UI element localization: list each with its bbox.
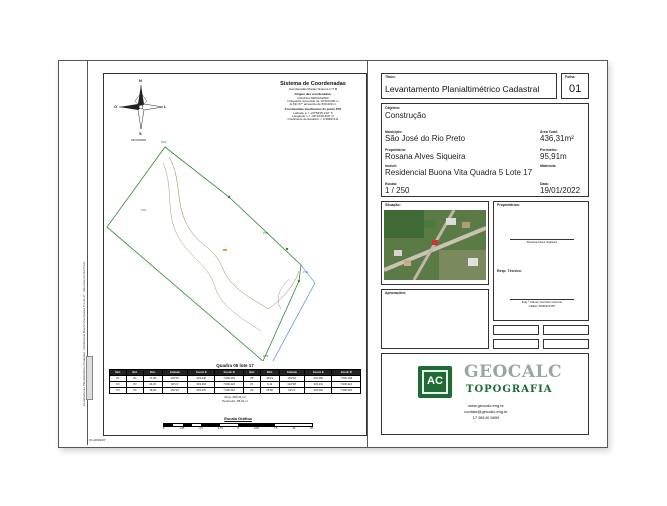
table-cell: 7.690.226	[332, 388, 361, 394]
crea-number: CREA: 5060327287	[528, 304, 556, 308]
objective-value: Construção	[385, 111, 426, 120]
stamp-box	[493, 339, 539, 349]
table-cell: 633.256	[305, 376, 332, 382]
compass-note: 01/10/2006	[131, 138, 147, 142]
scale-bar-block	[163, 416, 313, 430]
boundary-label: P05	[263, 354, 269, 358]
municipality-value: São José do Rio Preto	[385, 134, 466, 143]
area-label: Área Total:	[540, 130, 559, 134]
table-cell: P2	[126, 376, 143, 382]
stamp-box	[493, 325, 539, 335]
logo-mark: AC	[427, 375, 443, 387]
lot-boundary	[107, 147, 301, 361]
table-header: Coord. E	[305, 370, 332, 376]
coord-line: Cilindrica SIRGAS2000	[297, 95, 329, 100]
table-cell: 25,80	[260, 388, 279, 394]
date-label: Data:	[540, 182, 549, 186]
owner-label: Proprietário:	[385, 148, 407, 152]
table-cell: 633.262	[188, 382, 215, 388]
objective-label: Objetivo:	[385, 106, 401, 110]
coord-system-block	[265, 81, 361, 122]
scale-tick-label: 5	[237, 427, 240, 430]
coord-line: Coordenadas Planas Sistema U T M	[288, 87, 338, 91]
approvals-label: Aprovações:	[385, 291, 407, 295]
scale-label: Escala:	[385, 182, 398, 186]
scale-tick-label: 3,75	[217, 427, 223, 430]
compass-n: N	[139, 78, 142, 83]
table-header: Coord. N	[332, 370, 361, 376]
scale-tick-label: 1,25	[179, 427, 185, 430]
scale-tick-label: 0	[163, 427, 165, 430]
drawing-title: Levantamento Planialtimétrico Cadastral	[385, 84, 540, 94]
company-logo-box	[381, 353, 589, 435]
table-header: Vert.	[110, 370, 127, 376]
coord-line: Longitude λ = -49°19'26.819" O	[292, 114, 334, 119]
sheet-number: 01	[569, 83, 582, 95]
scale-tick-label: 2,5	[199, 427, 203, 430]
table-cell: P2	[243, 388, 260, 394]
property-value: Residencial Buona Vita Quadra 5 Lote 17	[385, 168, 533, 177]
table-cell: 24,30	[143, 382, 162, 388]
boundary-label: P01	[141, 208, 147, 212]
table-cell: 7.690.214	[332, 382, 361, 388]
table-row	[110, 388, 361, 394]
title-label: Título:	[385, 75, 396, 79]
contour-line	[278, 279, 289, 309]
logo-sub: TOPOGRAFIA	[466, 384, 553, 395]
table-cell: 7.690.215	[215, 376, 244, 382]
scale-tick-label: 7,5	[273, 427, 278, 430]
compass-e: L	[164, 104, 167, 109]
date-value: 19/01/2022	[540, 186, 581, 195]
coord-line: E MC 57° acrescido de 500.000 m	[290, 102, 336, 107]
contour-line	[163, 163, 261, 331]
coord-line: Coeficiente de Escala K = 0,99997411	[287, 117, 339, 122]
scale-value: 1 / 250	[385, 186, 410, 195]
table-cell: 64°21'	[162, 382, 188, 388]
contour-line	[169, 157, 299, 309]
table-body	[110, 376, 361, 394]
table-cell: 154°02'	[279, 376, 305, 382]
coordinate-table	[109, 369, 361, 394]
table-cell: 17,48	[143, 376, 162, 382]
company-email: contato@geocalc.eng.br	[464, 409, 508, 414]
vertex-marker	[228, 196, 230, 198]
approvals-box	[381, 289, 489, 349]
table-header: Azimute	[162, 370, 188, 376]
table-header: Dist.	[260, 370, 279, 376]
company-site: www.geocalc.eng.br	[468, 403, 504, 408]
survey-marker	[223, 249, 227, 251]
owner-value: Rosana Alves Siqueira	[385, 152, 466, 161]
perimeter-label: Perímetro:	[540, 148, 558, 152]
situation-map-image	[384, 210, 486, 280]
coord-line: Coordenadas Geodésicas do ponto P01	[284, 107, 342, 112]
title-box	[381, 73, 557, 99]
table-cell: 18,21	[260, 376, 279, 382]
lot-plan-drawing	[103, 139, 367, 361]
municipality-label: Município:	[385, 130, 403, 134]
table-cell: P1	[110, 376, 127, 382]
table-header: Coord. N	[215, 370, 244, 376]
scale-bar-ticks	[163, 427, 313, 430]
compass-w: O	[114, 104, 118, 109]
stamp-box	[543, 325, 589, 335]
logo-name: GEOCALC	[464, 362, 562, 382]
matricula-label: Matrícula:	[540, 164, 557, 168]
table-cell: 633.241	[305, 382, 332, 388]
scale-tick-label: 6,25	[253, 427, 259, 430]
coord-system-title: Sistema de Coordenadas	[280, 81, 346, 87]
drawing-sheet	[58, 60, 608, 448]
table-header: Vert.	[126, 370, 143, 376]
boundary-label: P03	[263, 231, 269, 235]
situation-label: Situação:	[385, 203, 401, 207]
table-cell: P3	[110, 388, 127, 394]
bottom-note: V1-20/01/07	[89, 438, 106, 442]
table-cell: 18,09	[143, 388, 162, 394]
signatures-box	[493, 201, 589, 321]
coord-line: Origem das coordenadas:	[294, 92, 332, 97]
scale-tick-label: 20	[310, 427, 313, 430]
stamp-box	[543, 339, 589, 349]
sheet-number-box	[561, 73, 589, 99]
table-cell: P4	[126, 388, 143, 394]
table-cell: 633.270	[188, 388, 215, 394]
table-cell: P2	[110, 382, 127, 388]
table-perimeter: Perímetro: 95,91 m	[222, 399, 248, 403]
project-info-box	[381, 103, 589, 197]
side-stamp	[86, 356, 93, 400]
scale-tick-label: 10	[292, 427, 296, 430]
table-cell: 633.240	[188, 376, 215, 382]
situation-box	[381, 201, 489, 285]
table-cell: 7.690.226	[215, 382, 244, 388]
water-line	[273, 265, 315, 361]
compass-rose-icon	[117, 79, 165, 137]
table-header: Azimute	[279, 370, 305, 376]
owners-label: Proprietários:	[497, 203, 520, 207]
table-header: Coord. E	[188, 370, 215, 376]
sheet-label: Folha:	[565, 75, 576, 79]
table-cell: 7.690.198	[332, 376, 361, 382]
tech-signature-name: Eng.º Cilmar Cornélio Cartorio	[521, 300, 563, 304]
coord-line: N Equador acrescido de 10.000.000 m	[287, 98, 339, 103]
table-cell: 633.262	[305, 388, 332, 394]
table-cell: 7.690.210	[215, 388, 244, 394]
sheet-divider	[367, 61, 368, 447]
table-header: Dist.	[143, 370, 162, 376]
table-title: Quadra 05 lote 17	[216, 363, 254, 368]
side-note: Levantamento Planialtimétrico Cadastral - Residencial Buona Vita Quadra 5 Lote 17 - São José do Rio Preto	[82, 261, 86, 406]
property-label: Imóvel:	[385, 164, 398, 168]
table-header: Vert.	[243, 370, 260, 376]
coord-line: Latitude φ = -20°52'05.210" S	[293, 110, 333, 115]
coordinate-table-block	[109, 363, 361, 403]
table-cell: 334°10'	[162, 376, 188, 382]
company-logo-icon	[418, 366, 452, 398]
area-value: 436,31m²	[540, 134, 574, 143]
tech-label: Resp. Técnico:	[497, 269, 522, 273]
owner-signature-name: Rosana Alves Siqueira	[526, 240, 558, 244]
table-cell: 244°38'	[279, 382, 305, 388]
table-cell: 6,12	[260, 382, 279, 388]
scale-bar-title: Escala Gráfica	[224, 416, 252, 421]
table-cell: 154°10'	[162, 388, 188, 394]
table-cell: P1	[243, 382, 260, 388]
perimeter-value: 95,91m	[540, 152, 567, 161]
boundary-label: P02	[161, 140, 167, 144]
table-cell: 64°21'	[279, 388, 305, 394]
table-cell: P3	[126, 382, 143, 388]
vertex-marker	[298, 280, 300, 282]
table-area: Área: 436,31 m²	[224, 395, 246, 399]
boundary-label: P04	[303, 270, 309, 274]
vertex-marker	[286, 248, 288, 250]
compass-s: S	[139, 131, 142, 136]
table-cell: P5	[243, 376, 260, 382]
company-phone: 17 98140 5659	[472, 415, 500, 420]
